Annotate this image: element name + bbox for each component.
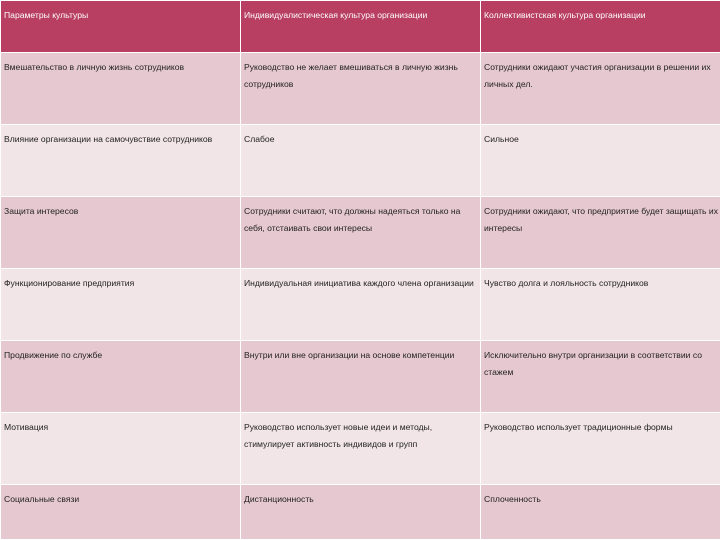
cell-collectivist: Сплоченность [481,485,720,540]
cell-collectivist: Сильное [481,125,720,197]
table-row [1,197,720,269]
cell-collectivist: Сотрудники ожидают участия организации в решении их личных дел. [481,53,720,125]
cell-parameter: Защита интересов [1,197,241,269]
header-individualistic: Индивидуалистическая культура организации [241,1,481,53]
table-row [1,485,720,540]
cell-parameter: Мотивация [1,413,241,485]
header-row [1,1,720,53]
cell-individualistic: Внутри или вне организации на основе компетенции [241,341,481,413]
cell-parameter: Продвижение по службе [1,341,241,413]
cell-individualistic: Дистанционность [241,485,481,540]
cell-collectivist: Сотрудники ожидают, что предприятие будет защищать их интересы [481,197,720,269]
cell-individualistic: Индивидуальная инициатива каждого члена организации [241,269,481,341]
cell-collectivist: Чувство долга и лояльность сотрудников [481,269,720,341]
cell-collectivist: Исключительно внутри организации в соответствии со стажем [481,341,720,413]
table-row [1,53,720,125]
header-parameters: Параметры культуры [1,1,241,53]
cell-collectivist: Руководство использует традиционные формы [481,413,720,485]
table-row [1,413,720,485]
cell-individualistic: Сотрудники считают, что должны надеяться только на себя, отстаивать свои интересы [241,197,481,269]
cell-individualistic: Руководство не желает вмешиваться в личную жизнь сотрудников [241,53,481,125]
cell-individualistic: Слабое [241,125,481,197]
table-row [1,269,720,341]
cell-parameter: Вмешательство в личную жизнь сотрудников [1,53,241,125]
header-collectivist: Коллективистская культура организации [481,1,720,53]
cell-parameter: Функционирование предприятия [1,269,241,341]
table-row [1,125,720,197]
cell-individualistic: Руководство использует новые идеи и методы, стимулирует активность индивидов и групп [241,413,481,485]
cell-parameter: Влияние организации на самочувствие сотрудников [1,125,241,197]
table-row [1,341,720,413]
cell-parameter: Социальные связи [1,485,241,540]
